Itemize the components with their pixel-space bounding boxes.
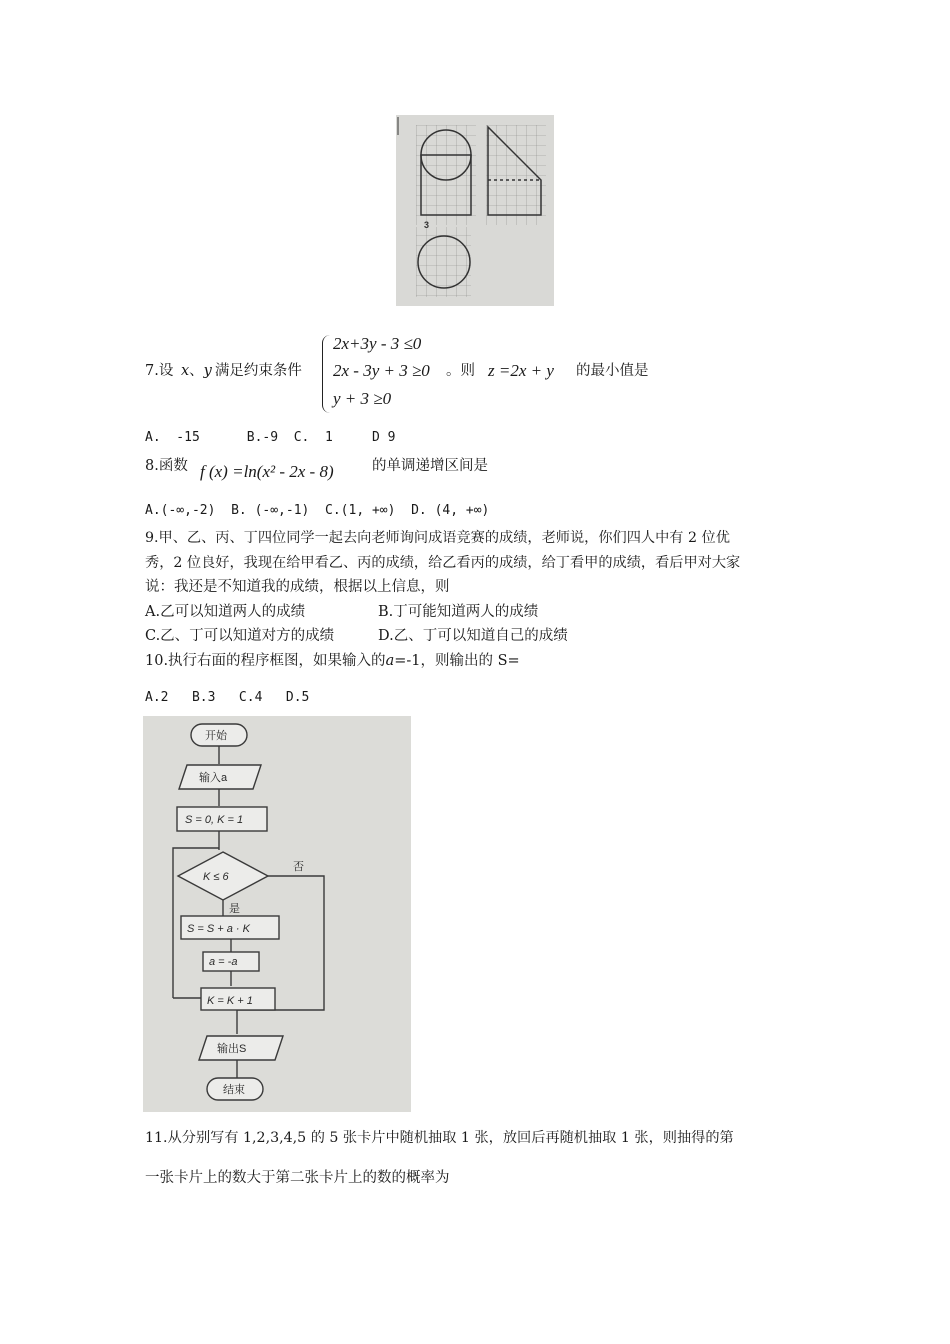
flowchart-photo xyxy=(143,716,411,1112)
q10-text-b: =-1，则输出的 S= xyxy=(394,653,520,669)
q8-function: f (x) =ln(x² - 2x - 8) xyxy=(200,462,334,481)
flow-cond-label: K ≤ 6 xyxy=(203,871,229,883)
flow-init-label: S = 0, K = 1 xyxy=(185,814,244,826)
q10-line xyxy=(145,651,520,671)
flow-step2-label: a = -a xyxy=(209,956,238,968)
flow-start-label: 开始 xyxy=(205,730,227,742)
three-view-figure xyxy=(396,115,554,306)
flowchart xyxy=(143,716,411,1112)
q10-options: A.2 B.3 C.4 D.5 xyxy=(145,690,310,705)
q9-line-1: 9.甲、乙、丙、丁四位同学一起去向老师询问成语竞赛的成绩，老师说，你们四人中有 2 位优 xyxy=(145,530,730,546)
q9-line-2: 秀，2 位良好，我现在给甲看乙、丙的成绩，给乙看丙的成绩，给丁看甲的成绩，看后甲对大家 xyxy=(145,555,741,571)
q8-prefix: 8.函数 xyxy=(145,458,188,474)
flow-yes-label: 是 xyxy=(229,903,240,915)
q9-option-b: B.丁可能知道两人的成绩 xyxy=(378,604,539,620)
q8-options: A.(-∞,-2) B. (-∞,-1) C.(1, +∞) D. (4, +∞) xyxy=(145,503,490,518)
q9-option-d: D.乙、丁可以知道自己的成绩 xyxy=(378,628,568,644)
q11-line-2: 一张卡片上的数大于第二张卡片上的数的概率为 xyxy=(145,1170,450,1186)
q7-then: 。则 xyxy=(446,363,475,379)
flow-step1-label: S = S + a · K xyxy=(187,923,250,935)
q7-brace xyxy=(322,335,333,413)
q7-constraint-1: 2x+3y - 3 ≤0 xyxy=(333,334,422,353)
q7-objective: z =2x + y xyxy=(488,361,554,380)
q10-var-a: a xyxy=(385,653,395,669)
flow-input-label: 输入a xyxy=(199,772,228,784)
q9-line-3: 说：我还是不知道我的成绩，根据以上信息，则 xyxy=(145,579,450,595)
q7-sep: 、 xyxy=(189,363,204,379)
q7-constraint-2: 2x - 3y + 3 ≥0 xyxy=(333,361,430,380)
q11-line-1: 11.从分别写有 1,2,3,4,5 的 5 张卡片中随机抽取 1 张，放回后再随机抽取 1 张，则抽得的第 xyxy=(145,1130,734,1146)
q10-text-a: 10.执行右面的程序框图，如果输入的 xyxy=(145,653,386,669)
three-view-drawing xyxy=(396,115,554,306)
flow-step3-label: K = K + 1 xyxy=(207,995,253,1007)
flow-end-label: 结束 xyxy=(223,1084,245,1096)
q7-prefix: 7.设 xyxy=(145,363,174,379)
q7-options: A. -15 B.-9 C. 1 D 9 xyxy=(145,430,396,445)
q7-constraint-3: y + 3 ≥0 xyxy=(333,389,392,408)
q9-option-a: A.乙可以知道两人的成绩 xyxy=(145,604,306,620)
flow-no-label: 否 xyxy=(293,861,304,873)
q7-tail: 的最小值是 xyxy=(576,363,649,379)
q9-option-c: C.乙、丁可以知道对方的成绩 xyxy=(145,628,335,644)
dimension-label: 3 xyxy=(424,220,430,230)
q7-var-y: y xyxy=(203,363,212,379)
flow-output-label: 输出S xyxy=(217,1043,247,1055)
q7-cond-label: 满足约束条件 xyxy=(214,363,302,379)
q8-tail: 的单调递增区间是 xyxy=(372,458,488,474)
q7-var-x: x xyxy=(180,363,190,379)
q7-line xyxy=(145,361,302,381)
